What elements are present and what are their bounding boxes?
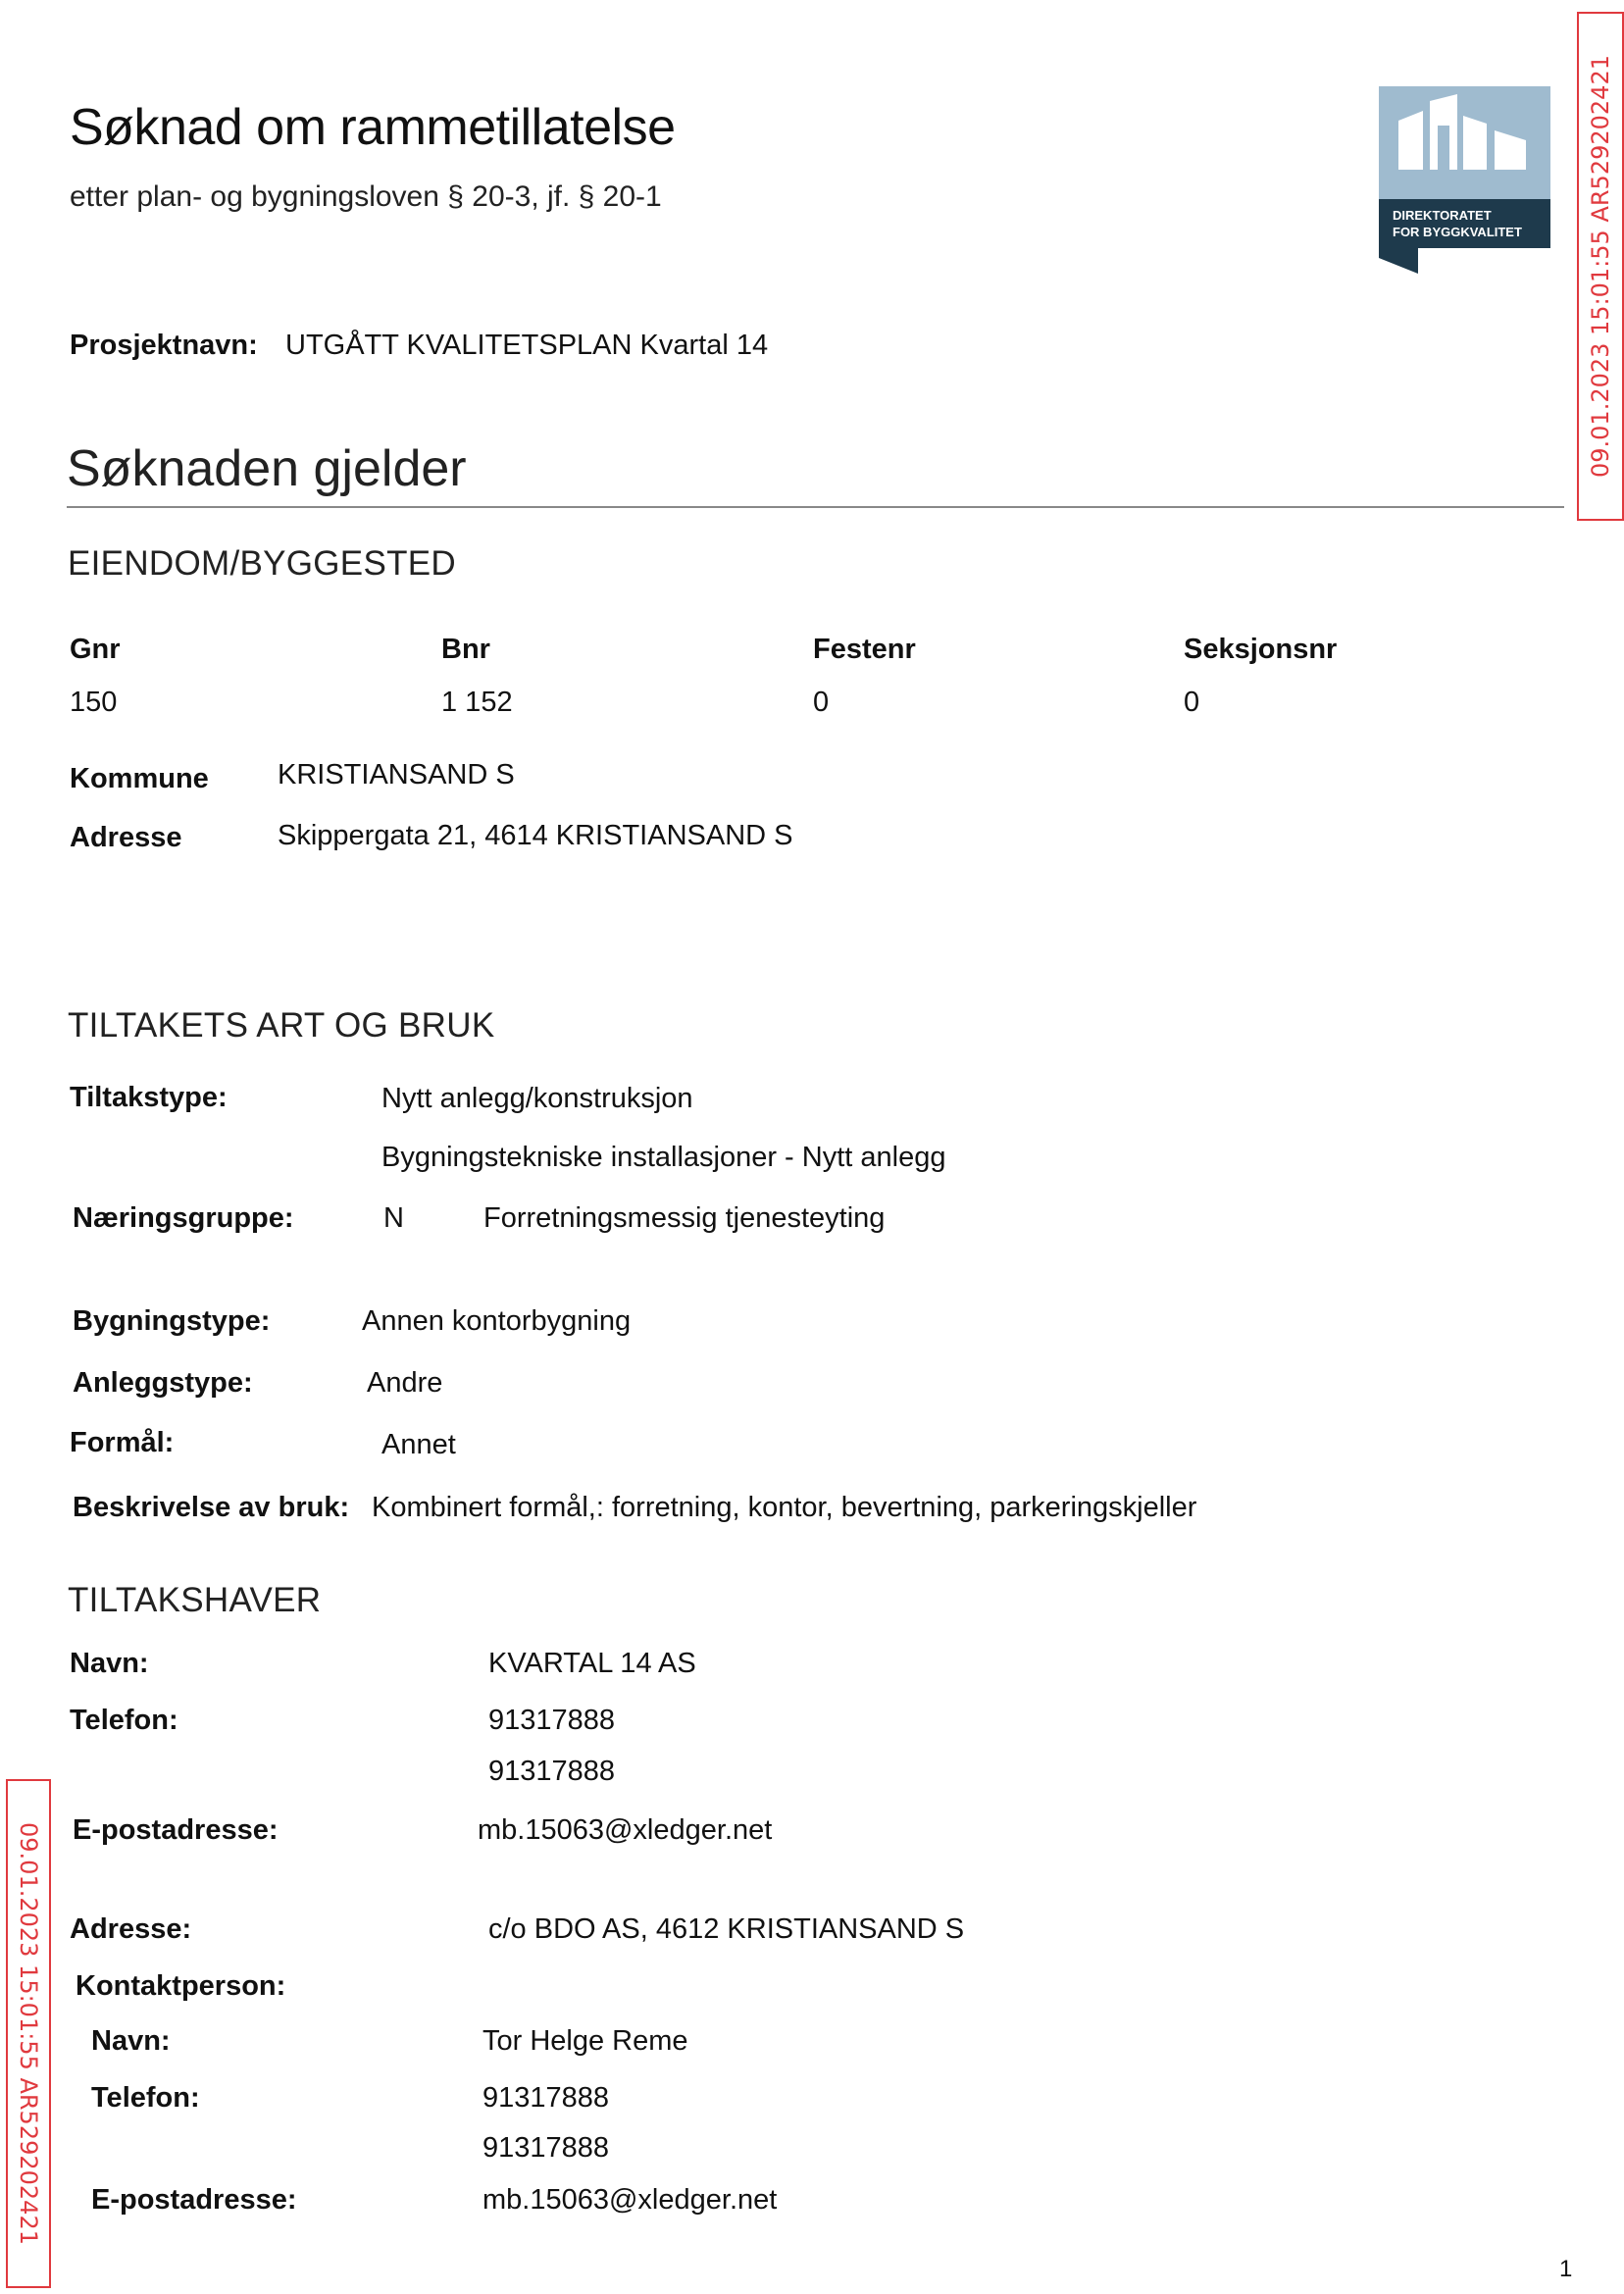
tiltakshaver-adresse-label: Adresse: — [70, 1913, 192, 1945]
bnr-label: Bnr — [441, 634, 490, 665]
page-number: 1 — [1559, 2256, 1573, 2282]
tiltakshaver-telefon-value-2: 91317888 — [488, 1756, 616, 1787]
section-divider — [67, 506, 1564, 508]
tiltakshaver-epost-value: mb.15063@xledger.net — [478, 1814, 773, 1846]
timestamp-stamp-top: 09.01.2023 15:01:55 AR529202421 — [1577, 12, 1624, 521]
document-title: Søknad om rammetillatelse — [70, 99, 676, 156]
beskrivelse-value: Kombinert formål,: forretning, kontor, bevertning, parkeringskjeller — [372, 1492, 1197, 1523]
eiendom-heading: EIENDOM/BYGGESTED — [68, 544, 456, 583]
kommune-value: KRISTIANSAND S — [278, 759, 515, 790]
beskrivelse-label: Beskrivelse av bruk: — [73, 1492, 350, 1523]
anleggstype-value: Andre — [367, 1367, 443, 1399]
naeringsgruppe-label: Næringsgruppe: — [73, 1202, 294, 1234]
tiltakshaver-epost-label: E-postadresse: — [73, 1814, 279, 1846]
kontakt-epost-value: mb.15063@xledger.net — [482, 2184, 778, 2216]
tiltakshaver-adresse-value: c/o BDO AS, 4612 KRISTIANSAND S — [488, 1913, 965, 1945]
kontakt-navn-value: Tor Helge Reme — [482, 2025, 688, 2057]
seksjonsnr-value: 0 — [1184, 687, 1200, 718]
seksjonsnr-label: Seksjonsnr — [1184, 634, 1338, 665]
dibk-logo-icon — [1379, 86, 1550, 274]
kontaktperson-label: Kontaktperson: — [76, 1970, 286, 2002]
kontakt-telefon-value-2: 91317888 — [482, 2132, 610, 2164]
kontakt-telefon-label: Telefon: — [91, 2082, 200, 2114]
section-title: Søknaden gjelder — [67, 440, 467, 497]
formal-value: Annet — [381, 1429, 456, 1460]
adresse-value: Skippergata 21, 4614 KRISTIANSAND S — [278, 820, 793, 851]
adresse-label: Adresse — [70, 822, 182, 853]
festenr-label: Festenr — [813, 634, 916, 665]
festenr-value: 0 — [813, 687, 830, 718]
formal-label: Formål: — [70, 1427, 175, 1458]
bygningstype-label: Bygningstype: — [73, 1305, 271, 1337]
document-subtitle: etter plan- og bygningsloven § 20-3, jf. § 20-1 — [70, 180, 662, 213]
kontakt-navn-label: Navn: — [91, 2025, 171, 2057]
tiltakstype-label: Tiltakstype: — [70, 1082, 228, 1113]
tiltakstype-value-1: Nytt anlegg/konstruksjon — [381, 1083, 693, 1114]
anleggstype-label: Anleggstype: — [73, 1367, 253, 1399]
tiltakshaver-telefon-value-1: 91317888 — [488, 1705, 616, 1736]
naeringsgruppe-value: Forretningsmessig tjenesteyting — [483, 1202, 886, 1234]
kontakt-epost-label: E-postadresse: — [91, 2184, 297, 2216]
naeringsgruppe-code: N — [383, 1202, 404, 1234]
tiltak-heading: TILTAKETS ART OG BRUK — [68, 1006, 495, 1045]
gnr-value: 150 — [70, 687, 118, 718]
tiltakshaver-heading: TILTAKSHAVER — [68, 1581, 322, 1619]
dibk-logo — [1379, 86, 1550, 274]
kommune-label: Kommune — [70, 763, 209, 794]
tiltakshaver-navn-value: KVARTAL 14 AS — [488, 1648, 696, 1679]
bygningstype-value: Annen kontorbygning — [362, 1305, 632, 1337]
tiltakshaver-navn-label: Navn: — [70, 1648, 149, 1679]
logo-line2: FOR BYGGKVALITET — [1393, 225, 1522, 239]
tiltakstype-value-2: Bygningstekniske installasjoner - Nytt anlegg — [381, 1142, 946, 1173]
tiltakshaver-telefon-label: Telefon: — [70, 1705, 178, 1736]
kontakt-telefon-value-1: 91317888 — [482, 2082, 610, 2114]
project-value: UTGÅTT KVALITETSPLAN Kvartal 14 — [285, 330, 769, 361]
project-label: Prosjektnavn: — [70, 330, 258, 361]
logo-line1: DIREKTORATET — [1393, 208, 1492, 223]
bnr-value: 1 152 — [441, 687, 513, 718]
gnr-label: Gnr — [70, 634, 121, 665]
timestamp-stamp-bottom: 09.01.2023 15:01:55 AR529202421 — [6, 1779, 51, 2288]
